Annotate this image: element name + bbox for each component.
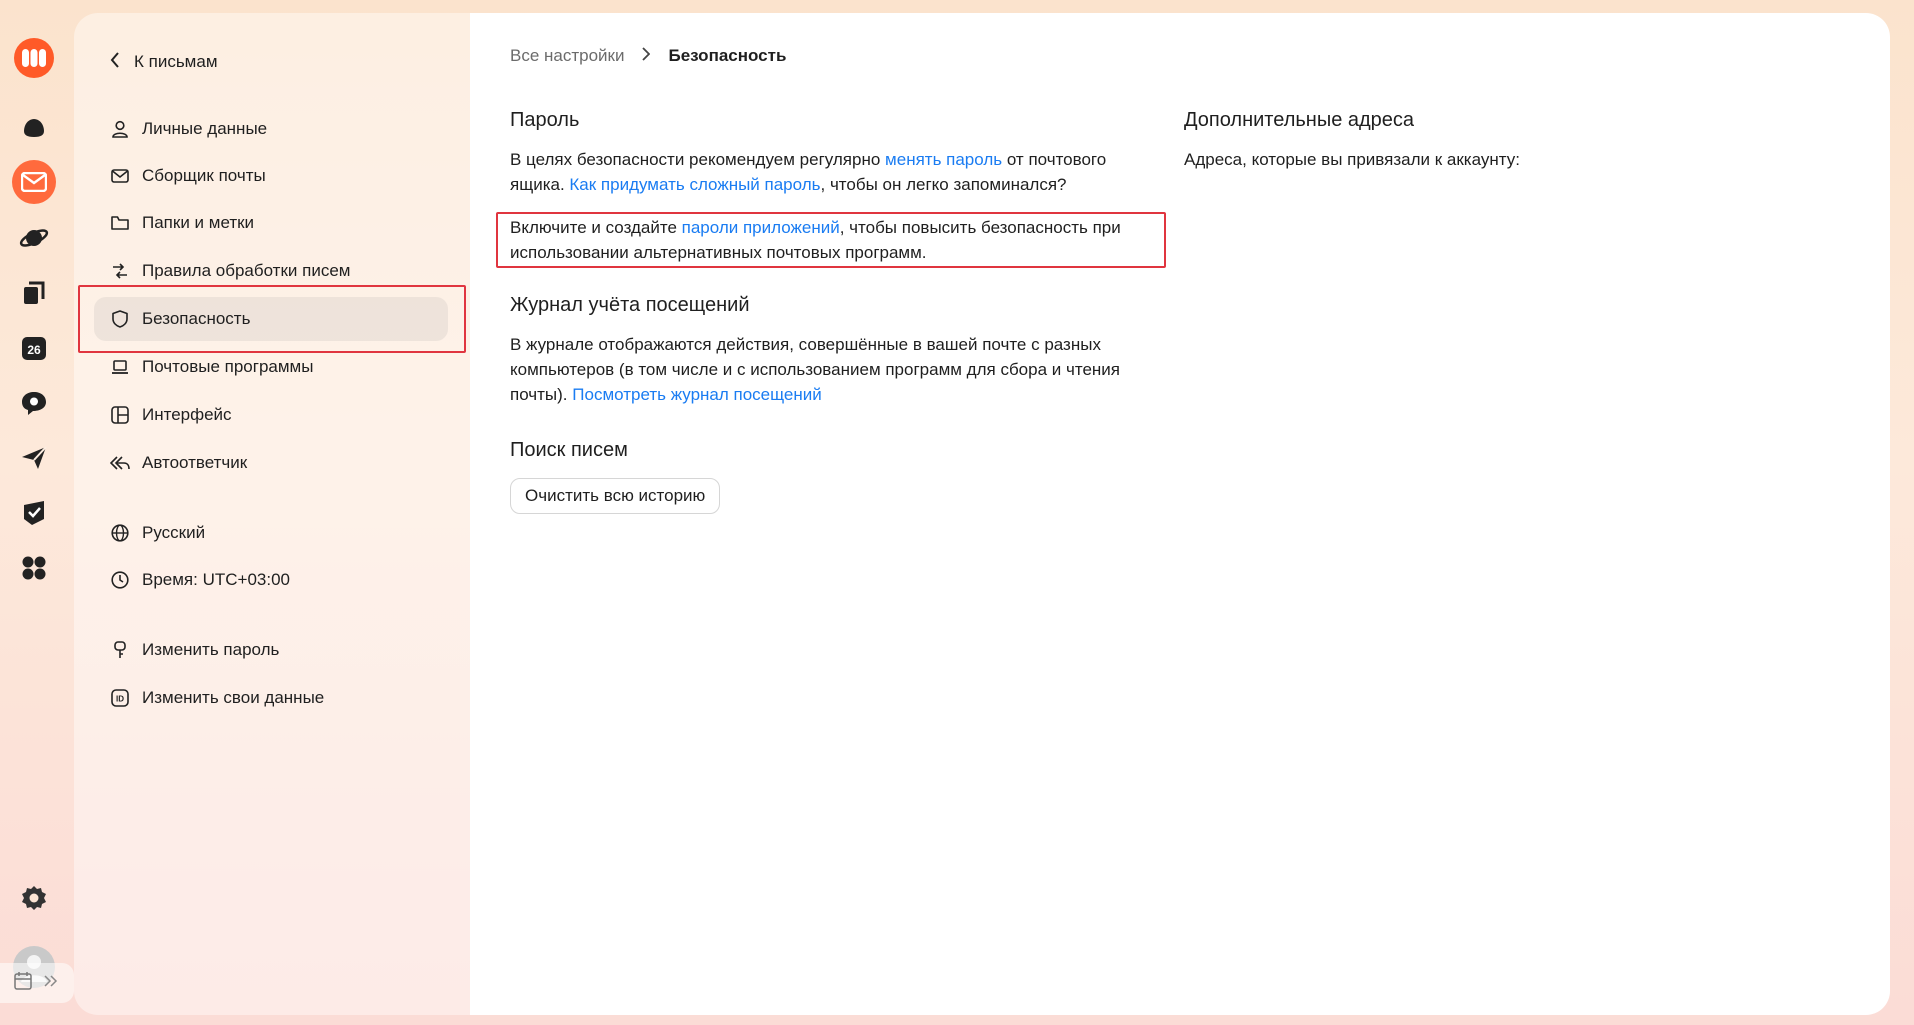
text: В целях безопасности рекомендуем регулярно [510, 150, 886, 169]
key-icon [110, 640, 130, 660]
user-icon [110, 119, 130, 139]
shield-icon [110, 309, 130, 329]
sidebar-item-label: Личные данные [142, 119, 268, 138]
view-journal-link[interactable]: Посмотреть журнал посещений [572, 385, 822, 404]
sidebar-item-label: Правила обработки писем [142, 261, 351, 280]
breadcrumb-current: Безопасность [668, 45, 787, 65]
sidebar-item-label: Папки и метки [142, 213, 255, 232]
extra-addresses-text: Адреса, которые вы привязали к аккаунту: [1184, 150, 1520, 169]
strong-password-tips-link[interactable]: Как придумать сложный пароль [569, 175, 821, 194]
layout-icon [110, 405, 130, 425]
mail-icon[interactable] [12, 160, 56, 204]
sidebar-item-collector[interactable] [94, 154, 448, 198]
settings-content [470, 13, 1890, 1015]
sidebar-item-label: Сборщик почты [142, 166, 266, 185]
sidebar-item-folders[interactable] [94, 201, 448, 245]
clear-history-button[interactable]: Очистить всю историю [510, 478, 720, 514]
journal-description [510, 332, 1160, 407]
change-password-inline-link[interactable]: менять пароль [885, 150, 1003, 169]
sidebar-item-interface[interactable] [94, 393, 448, 437]
calendar-plus-icon [13, 971, 33, 996]
svg-text:ID: ID [116, 694, 124, 704]
envelope-icon [110, 166, 130, 186]
chevron-left-icon [110, 51, 120, 74]
sidebar-item-rules[interactable] [94, 249, 448, 293]
sidebar-item-label: Безопасность [142, 309, 251, 328]
change-data-label: Изменить свои данные [142, 688, 325, 707]
folder-icon [110, 213, 130, 233]
timezone-label: Время: UTC+03:00 [142, 570, 290, 589]
sidebar-item-label: Интерфейс [142, 405, 232, 424]
settings-sidebar [74, 13, 470, 1015]
back-to-mail-link[interactable] [110, 47, 218, 77]
password-section-title: Пароль [510, 109, 580, 131]
language-selector[interactable] [94, 511, 448, 555]
app-passwords-link[interactable]: пароли приложений [681, 218, 840, 237]
sidebar-item-label: Автоответчик [142, 453, 248, 472]
breadcrumb-all-settings[interactable]: Все настройки [510, 45, 625, 65]
id-card-icon [110, 688, 130, 708]
back-label: К письмам [134, 52, 218, 71]
chevron-right-icon [642, 45, 650, 66]
messenger-icon[interactable] [12, 381, 56, 425]
journal-section-title: Журнал учёта посещений [510, 294, 750, 316]
text: , чтобы он легко запоминался? [820, 175, 1067, 194]
app-rail [0, 0, 72, 1025]
text: от почтового ящика. [510, 150, 1107, 194]
laptop-icon [110, 357, 130, 377]
calendar-icon[interactable] [12, 326, 56, 370]
text: , чтобы повысить безопасность при использовании альтернативных почтовых программ. [510, 218, 1121, 262]
calendar-day: 26 [27, 343, 41, 357]
docs-icon[interactable] [12, 271, 56, 315]
password-recommendation [510, 147, 1150, 197]
globe-icon [110, 523, 130, 543]
breadcrumb [510, 45, 786, 66]
text: Включите и создайте [510, 218, 682, 237]
extra-addresses-title: Дополнительные адреса [1184, 109, 1415, 131]
planet-icon[interactable] [12, 216, 56, 260]
clock-icon [110, 570, 130, 590]
calendar-panel-toggle[interactable] [0, 963, 74, 1003]
tasks-icon[interactable] [12, 491, 56, 535]
search-section-title: Поиск писем [510, 439, 628, 461]
mail-logo-icon[interactable] [12, 36, 56, 80]
change-password-label: Изменить пароль [142, 640, 280, 659]
cloud-icon[interactable] [12, 106, 56, 150]
sidebar-item-label: Почтовые программы [142, 357, 314, 376]
text: В журнале отображаются действия, совершённые в вашей почте с разных компьютеров (в том числе и с использованием программ для сбора и чтения почты). [510, 335, 1120, 404]
sidebar-item-personal[interactable] [94, 107, 448, 151]
change-password-link[interactable] [94, 628, 448, 672]
telemost-icon[interactable] [12, 436, 56, 480]
sidebar-item-security[interactable] [94, 297, 448, 341]
sidebar-item-mail-programs[interactable] [94, 345, 448, 389]
apps-icon[interactable] [12, 546, 56, 590]
language-label: Русский [142, 523, 206, 542]
settings-icon[interactable] [12, 876, 56, 920]
reply-all-icon [110, 453, 130, 473]
sidebar-item-autoreply[interactable] [94, 441, 448, 485]
double-chevron-right-icon [43, 974, 59, 993]
timezone-selector[interactable] [94, 558, 448, 602]
app-passwords-text [510, 215, 1150, 265]
rules-icon [110, 261, 130, 281]
change-data-link[interactable] [94, 676, 448, 720]
